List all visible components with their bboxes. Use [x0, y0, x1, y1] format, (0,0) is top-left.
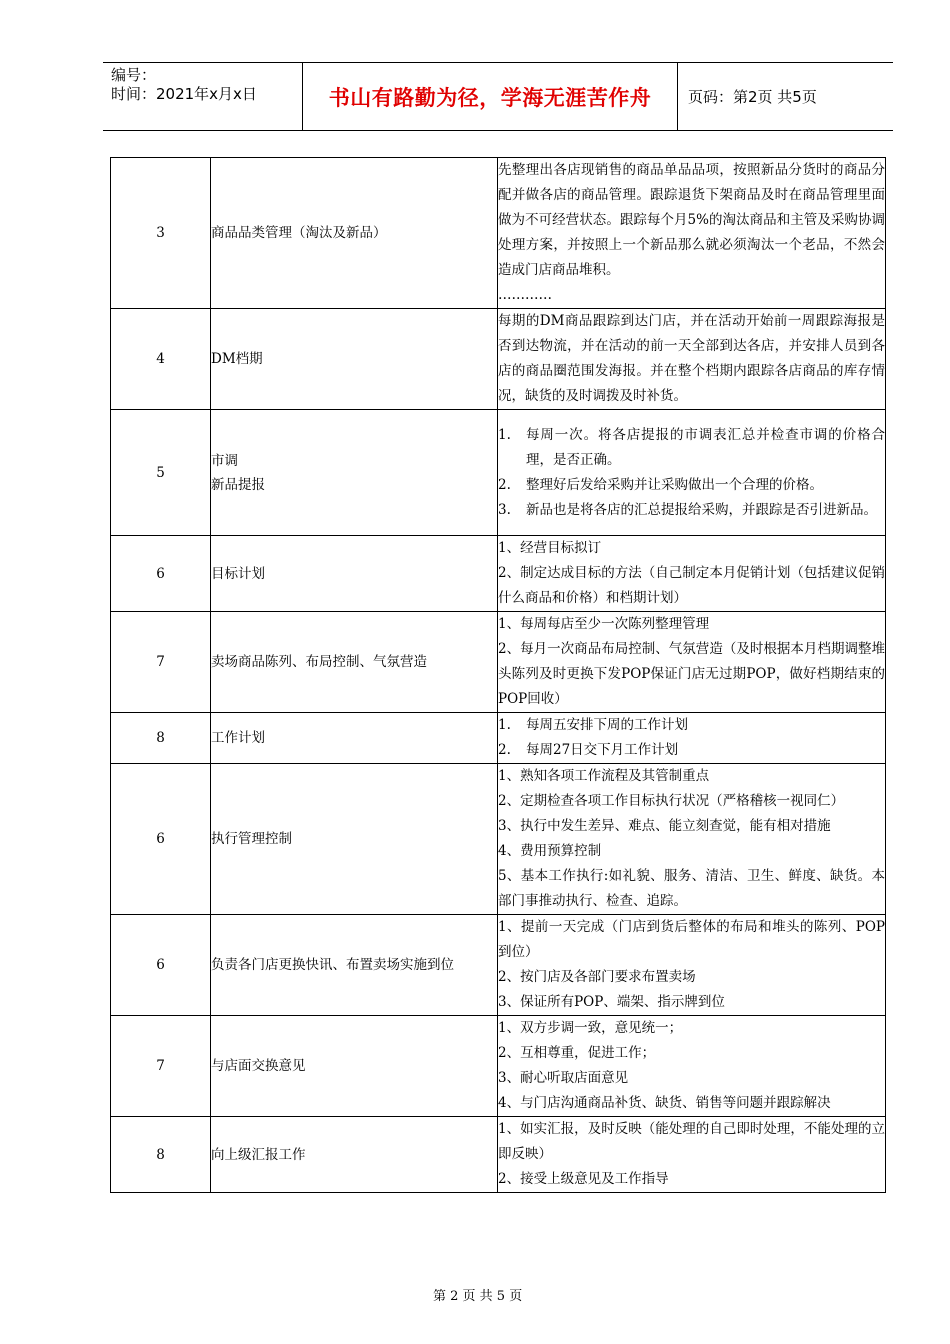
row-description — [498, 764, 886, 915]
description-line: 5、基本工作执行:如礼貌、服务、清洁、卫生、鲜度、缺货。本部门事推动执行、检查、追踪。 — [498, 868, 885, 909]
description-line: 4、与门店沟通商品补货、缺货、销售等问题并跟踪解决 — [498, 1095, 831, 1111]
row-title — [211, 158, 498, 309]
item-number: 2. — [498, 476, 511, 493]
table-row — [111, 764, 886, 915]
row-title — [211, 309, 498, 410]
row-title — [211, 915, 498, 1016]
description-line: 1、经营目标拟订 — [498, 540, 602, 556]
description-line: 3、执行中发生差异、难点、能立刻查觉，能有相对措施 — [498, 818, 831, 834]
table-row — [111, 158, 886, 309]
description-line: ………… — [498, 287, 552, 303]
description-line: 3、耐心听取店面意见 — [498, 1070, 629, 1086]
header-slogan: 书山有路勤为径，学海无涯苦作舟 — [303, 63, 678, 130]
row-title-line: 执行管理控制 — [211, 831, 292, 847]
row-number: 6 — [111, 536, 211, 612]
row-description — [498, 309, 886, 410]
row-title-line: 与店面交换意见 — [211, 1058, 306, 1074]
row-title-line: 负责各门店更换快讯、布置卖场实施到位 — [211, 957, 454, 973]
page-footer: 第 2 页 共 5 页 — [433, 1289, 523, 1304]
row-title — [211, 764, 498, 915]
table-row — [111, 309, 886, 410]
row-number: 8 — [111, 713, 211, 764]
row-number: 7 — [111, 612, 211, 713]
description-line: 1、熟知各项工作流程及其管制重点 — [498, 768, 710, 784]
description-line: 1、双方步调一致，意见统一； — [498, 1020, 683, 1036]
item-text: 每周一次。将各店提报的市调表汇总并检查市调的价格合理，是否正确。 — [526, 426, 885, 468]
item-number: 1. — [498, 426, 511, 443]
item-text: 每周五安排下周的工作计划 — [526, 717, 688, 733]
description-line: 2、制定达成目标的方法（自己制定本月促销计划（包括建议促销什么商品和价格）和档期计划） — [498, 565, 885, 606]
description-line: 2、按门店及各部门要求布置卖场 — [498, 969, 696, 985]
table-row — [111, 410, 886, 536]
table-row — [111, 1117, 886, 1193]
row-number: 6 — [111, 764, 211, 915]
item-text: 每周27日交下月工作计划 — [526, 742, 679, 758]
description-line: 2、接受上级意见及工作指导 — [498, 1171, 669, 1187]
header-left — [103, 63, 303, 130]
row-title — [211, 612, 498, 713]
duty-table — [110, 157, 886, 1193]
row-title — [211, 410, 498, 536]
row-description — [498, 915, 886, 1016]
row-title — [211, 1016, 498, 1117]
description-line: 1、如实汇报，及时反映（能处理的自己即时处理，不能处理的立即反映） — [498, 1121, 885, 1162]
row-title-line: 市调 — [211, 452, 238, 469]
time-label: 时间：2021年x月x日 — [111, 85, 257, 103]
row-description — [498, 1117, 886, 1193]
row-number: 8 — [111, 1117, 211, 1193]
table-row — [111, 915, 886, 1016]
row-title-line: 目标计划 — [211, 565, 265, 582]
row-description — [498, 536, 886, 612]
row-number: 3 — [111, 158, 211, 309]
row-description — [498, 410, 886, 536]
numbered-item — [498, 473, 885, 498]
description-line: 每期的DM商品跟踪到达门店，并在活动开始前一周跟踪海报是否到达物流，并在活动的前一天全部到达各店，并安排人员到各店的商品圈范围发海报。并在整个档期内跟踪各店商品的库存情况，缺货的及时调拨及时补货。 — [498, 313, 885, 404]
description-line: 4、费用预算控制 — [498, 843, 602, 859]
numbered-item — [498, 713, 885, 738]
item-text: 整理好后发给采购并让采购做出一个合理的价格。 — [526, 476, 823, 493]
row-title-line: 卖场商品陈列、布局控制、气氛营造 — [211, 654, 427, 670]
row-title-line: DM档期 — [211, 351, 263, 367]
row-title-line: 新品提报 — [211, 476, 265, 493]
row-description — [498, 158, 886, 309]
row-description — [498, 1016, 886, 1117]
row-number: 4 — [111, 309, 211, 410]
row-title — [211, 713, 498, 764]
row-title — [211, 536, 498, 612]
table-row — [111, 713, 886, 764]
description-line: 1、每周每店至少一次陈列整理管理 — [498, 616, 710, 632]
row-title-line: 商品品类管理（淘汰及新品） — [211, 225, 387, 241]
table-row — [111, 612, 886, 713]
row-title-line: 工作计划 — [211, 730, 265, 746]
description-line: 3、保证所有POP、端架、指示牌到位 — [498, 994, 725, 1010]
item-number: 1. — [498, 717, 511, 733]
description-line: 先整理出各店现销售的商品单品品项，按照新品分货时的商品分配并做各店的商品管理。跟踪退货下架商品及时在商品管理里面做为不可经营状态。跟踪每个月5%的淘汰商品和主管及采购协调处理方案，并按照上一个新品那么就必须淘汰一个老品，不然会造成门店商品堆积。 — [498, 162, 885, 278]
description-line: 2、互相尊重，促进工作； — [498, 1045, 656, 1061]
description-line: 2、每月一次商品布局控制、气氛营造（及时根据本月档期调整堆头陈列及时更换下发POP保证门店无过期POP，做好档期结束的POP回收） — [498, 641, 885, 707]
row-title — [211, 1117, 498, 1193]
item-number: 3. — [498, 501, 511, 518]
numbered-item — [498, 423, 885, 473]
item-number: 2. — [498, 742, 511, 758]
serial-label: 编号： — [111, 66, 157, 84]
table-row — [111, 1016, 886, 1117]
row-title-line: 向上级汇报工作 — [211, 1146, 306, 1163]
numbered-item — [498, 498, 885, 523]
header-page-info: 页码：第2页 共5页 — [688, 88, 817, 106]
table-row — [111, 536, 886, 612]
row-number: 6 — [111, 915, 211, 1016]
row-number: 5 — [111, 410, 211, 536]
description-line: 1、提前一天完成（门店到货后整体的布局和堆头的陈列、POP到位） — [498, 919, 885, 960]
page-header — [103, 62, 893, 131]
numbered-item — [498, 738, 885, 763]
item-text: 新品也是将各店的汇总提报给采购，并跟踪是否引进新品。 — [526, 501, 877, 518]
row-description — [498, 713, 886, 764]
description-line: 2、定期检查各项工作目标执行状况（严格稽核一视同仁） — [498, 793, 845, 809]
row-number: 7 — [111, 1016, 211, 1117]
row-description — [498, 612, 886, 713]
